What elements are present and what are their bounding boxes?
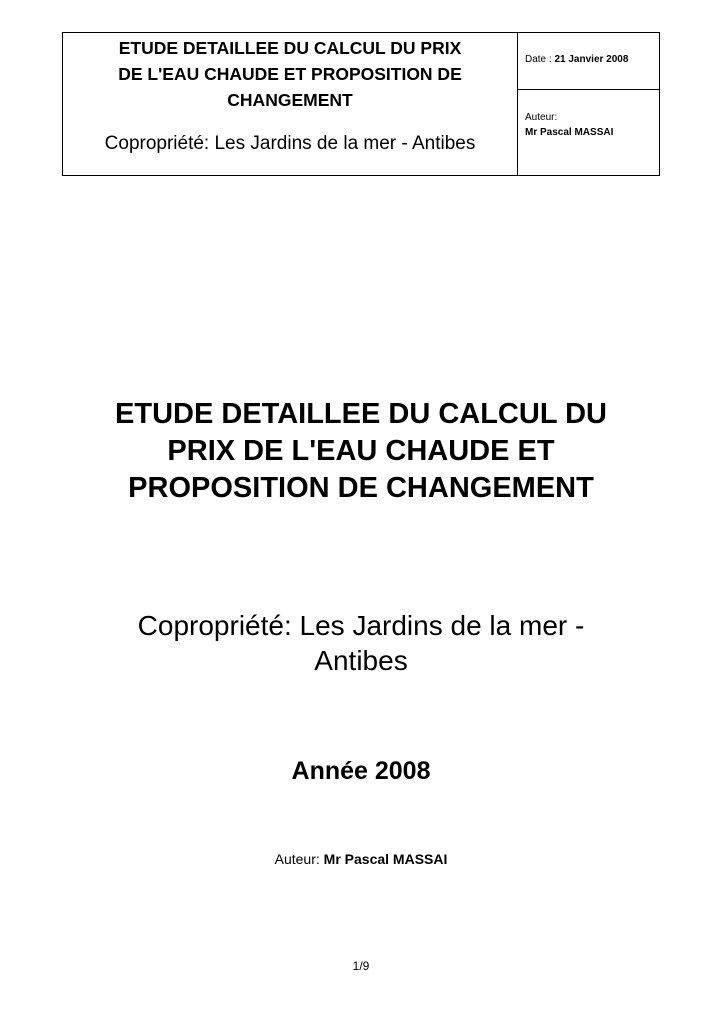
header-title xyxy=(67,35,513,113)
page-subtitle xyxy=(62,608,660,678)
header-title-cell xyxy=(63,33,518,175)
date-value: 21 Janvier 2008 xyxy=(554,54,629,65)
header-meta-cell xyxy=(518,33,659,175)
header-date xyxy=(518,33,659,90)
header-title-line: CHANGEMENT xyxy=(227,90,353,110)
header-title-line: DE L'EAU CHAUDE ET PROPOSITION DE xyxy=(118,64,462,84)
header-title-line: ETUDE DETAILLEE DU CALCUL DU PRIX xyxy=(118,38,462,58)
page-number: 1/9 xyxy=(352,959,370,973)
page-subtitle-line: Copropriété: Les Jardins de la mer - xyxy=(137,610,585,641)
year-heading: Année 2008 xyxy=(291,757,431,785)
document-header xyxy=(62,32,660,176)
author-line-label: Auteur: xyxy=(274,851,324,867)
date-label: Date : xyxy=(525,54,555,65)
page-subtitle-line: Antibes xyxy=(314,645,408,676)
page-title-line: ETUDE DETAILLEE DU CALCUL DU xyxy=(115,398,607,430)
author-line xyxy=(62,850,660,868)
author-line-value: Mr Pascal MASSAI xyxy=(323,851,448,867)
page-title-line: PROPOSITION DE CHANGEMENT xyxy=(128,472,594,504)
page-title-line: PRIX DE L'EAU CHAUDE ET xyxy=(167,435,555,467)
header-author xyxy=(518,90,659,175)
author-label: Auteur: xyxy=(525,112,558,123)
header-subtitle: Copropriété: Les Jardins de la mer - Antibes xyxy=(104,133,476,154)
page-title xyxy=(62,396,660,507)
author-value: Mr Pascal MASSAI xyxy=(525,127,614,138)
